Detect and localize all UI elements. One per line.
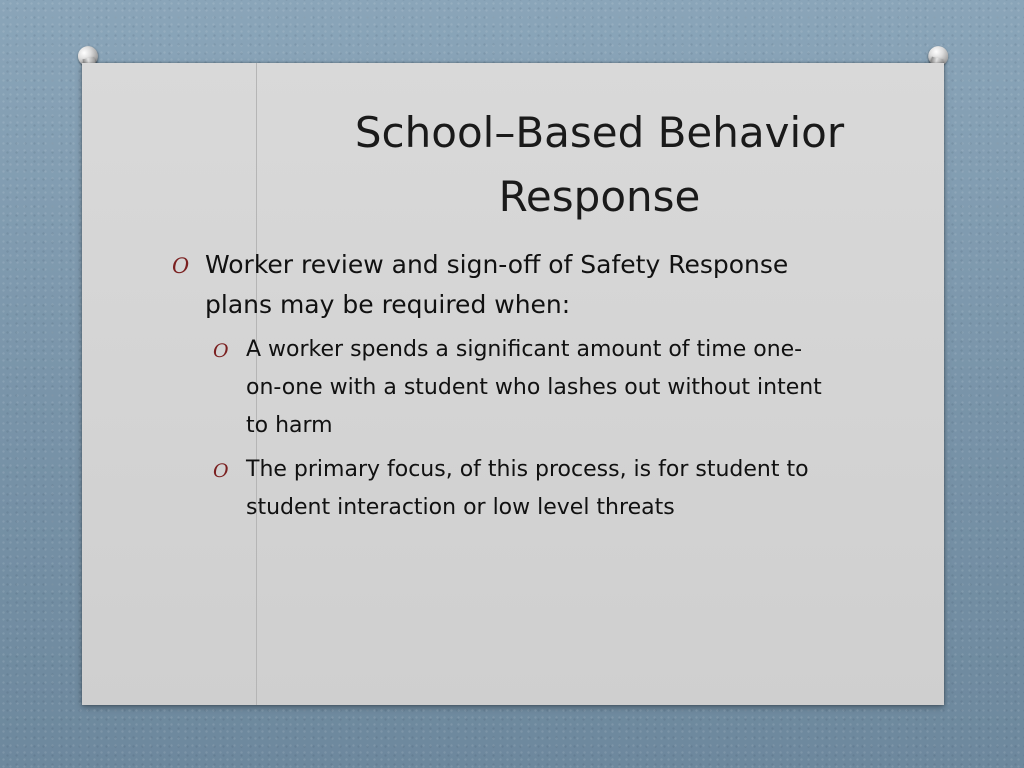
sub-bullet-item bbox=[213, 331, 832, 445]
bullet-marker-icon: O bbox=[213, 340, 229, 362]
bullet-marker-icon: O bbox=[172, 254, 190, 278]
slide bbox=[82, 63, 944, 705]
slide-content bbox=[172, 245, 832, 533]
bullet-item bbox=[172, 245, 832, 325]
bullet-text: Worker review and sign-off of Safety Response plans may be required when: bbox=[205, 250, 789, 319]
slide-title: School–Based Behavior Response bbox=[354, 108, 845, 221]
bullet-marker-icon: O bbox=[213, 460, 229, 482]
sub-bullet-text: The primary focus, of this process, is for student to student interaction or low level threats bbox=[246, 457, 809, 520]
sub-bullet-item bbox=[213, 451, 832, 527]
sub-bullet-text: A worker spends a significant amount of time one-on-one with a student who lashes out without intent to harm bbox=[246, 337, 822, 438]
